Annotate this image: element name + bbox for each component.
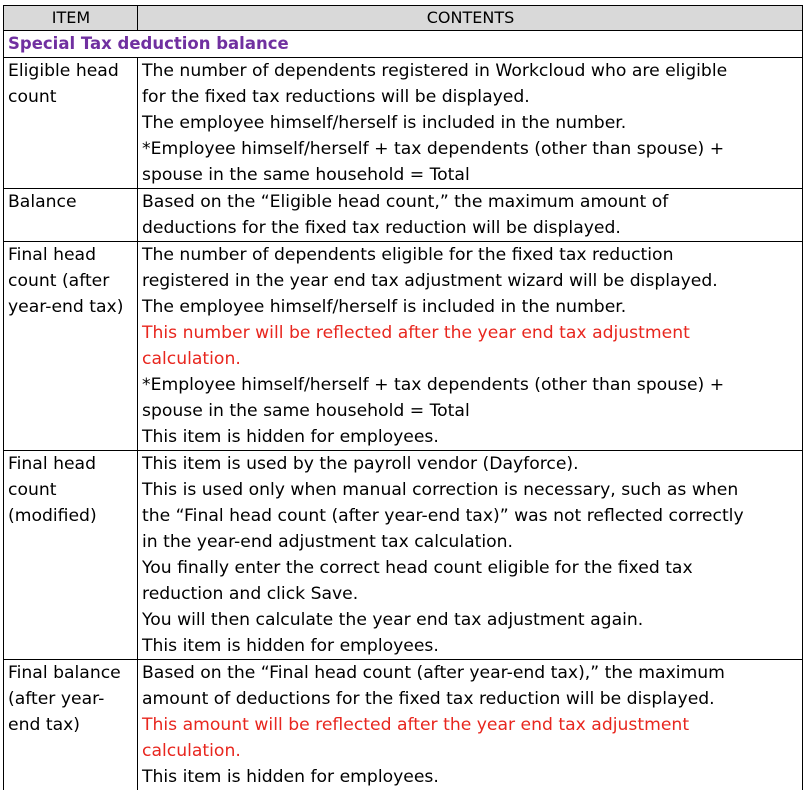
contents-line: spouse in the same household = Total bbox=[142, 162, 799, 188]
contents-line: spouse in the same household = Total bbox=[142, 398, 799, 424]
item-cell-final-balance: Final balance (after year-end tax) bbox=[4, 660, 138, 790]
highlight-note-line: calculation. bbox=[142, 346, 799, 372]
item-column-header: ITEM bbox=[4, 6, 138, 31]
highlight-note-line: calculation. bbox=[142, 738, 799, 764]
contents-line: The number of dependents registered in Workcloud who are eligible bbox=[142, 58, 799, 84]
item-cell-final-head-count-modified: Final head count (modified) bbox=[4, 451, 138, 660]
contents-cell-final-balance bbox=[138, 660, 803, 790]
table-row bbox=[4, 189, 803, 242]
contents-line: amount of deductions for the fixed tax reduction will be displayed. bbox=[142, 686, 799, 712]
contents-line: This item is hidden for employees. bbox=[142, 424, 799, 450]
tax-deduction-spec-table bbox=[3, 5, 803, 790]
contents-line: *Employee himself/herself + tax dependents (other than spouse) + bbox=[142, 136, 799, 162]
highlight-note-line: This number will be reflected after the year end tax adjustment bbox=[142, 320, 799, 346]
contents-line: in the year-end adjustment tax calculation. bbox=[142, 529, 799, 555]
contents-line: Based on the “Final head count (after year-end tax),” the maximum bbox=[142, 660, 799, 686]
contents-cell-eligible-head-count bbox=[138, 58, 803, 189]
contents-line: This item is used by the payroll vendor (Dayforce). bbox=[142, 451, 799, 477]
section-row bbox=[4, 31, 803, 58]
section-title: Special Tax deduction balance bbox=[4, 31, 803, 58]
contents-line: The number of dependents eligible for the fixed tax reduction bbox=[142, 242, 799, 268]
table-row bbox=[4, 660, 803, 790]
contents-line: reduction and click Save. bbox=[142, 581, 799, 607]
contents-line: for the fixed tax reductions will be displayed. bbox=[142, 84, 799, 110]
contents-cell-final-head-count-modified bbox=[138, 451, 803, 660]
item-cell-eligible-head-count: Eligible head count bbox=[4, 58, 138, 189]
table-row bbox=[4, 242, 803, 451]
contents-line: *Employee himself/herself + tax dependents (other than spouse) + bbox=[142, 372, 799, 398]
contents-line: This item is hidden for employees. bbox=[142, 764, 799, 790]
table-row bbox=[4, 58, 803, 189]
contents-line: The employee himself/herself is included in the number. bbox=[142, 294, 799, 320]
contents-line: deductions for the fixed tax reduction will be displayed. bbox=[142, 215, 799, 241]
contents-line: registered in the year end tax adjustment wizard will be displayed. bbox=[142, 268, 799, 294]
item-cell-final-head-count: Final head count (after year-end tax) bbox=[4, 242, 138, 451]
contents-line: You will then calculate the year end tax adjustment again. bbox=[142, 607, 799, 633]
table-row bbox=[4, 451, 803, 660]
contents-cell-final-head-count bbox=[138, 242, 803, 451]
contents-line: Based on the “Eligible head count,” the maximum amount of bbox=[142, 189, 799, 215]
contents-line: You finally enter the correct head count eligible for the fixed tax bbox=[142, 555, 799, 581]
header-row bbox=[4, 6, 803, 31]
contents-column-header: CONTENTS bbox=[138, 6, 803, 31]
contents-cell-balance bbox=[138, 189, 803, 242]
contents-line: the “Final head count (after year-end tax)” was not reflected correctly bbox=[142, 503, 799, 529]
contents-line: The employee himself/herself is included in the number. bbox=[142, 110, 799, 136]
item-cell-balance: Balance bbox=[4, 189, 138, 242]
highlight-note-line: This amount will be reflected after the year end tax adjustment bbox=[142, 712, 799, 738]
contents-line: This is used only when manual correction is necessary, such as when bbox=[142, 477, 799, 503]
contents-line: This item is hidden for employees. bbox=[142, 633, 799, 659]
